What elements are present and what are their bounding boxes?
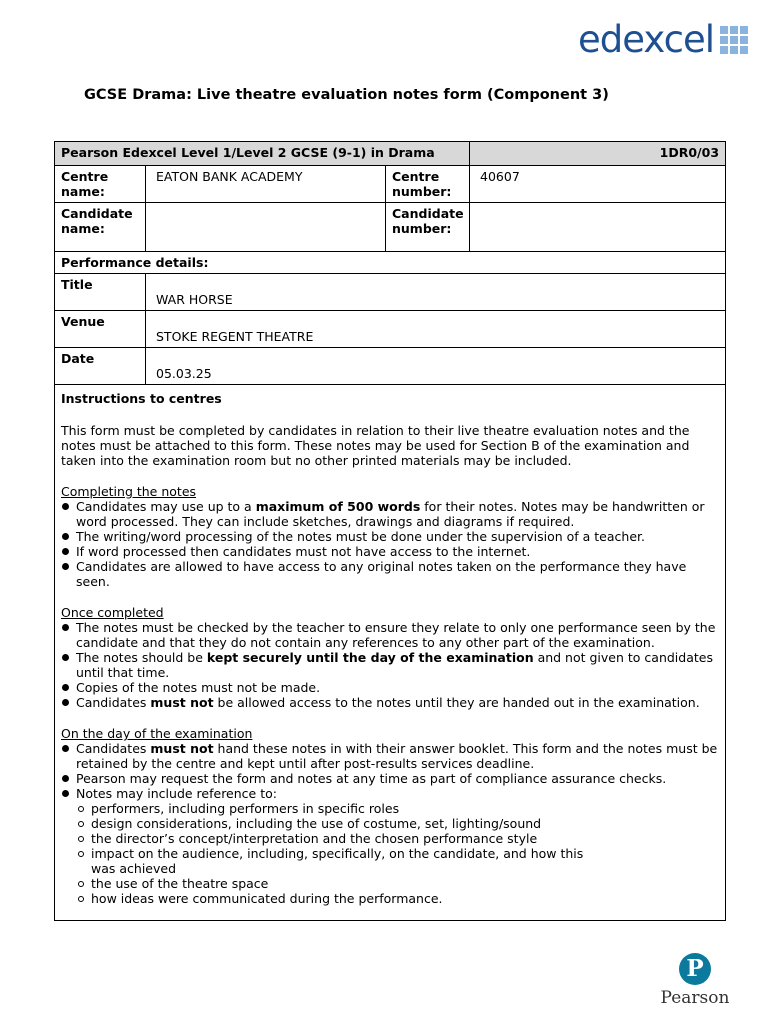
edexcel-logo: [578, 14, 748, 64]
sub-list-item: design considerations, including the use of costume, set, lighting/sound: [76, 816, 719, 831]
pearson-p-icon: P: [679, 953, 711, 985]
pearson-logo-text: Pearson: [660, 988, 730, 1008]
centre-number-field[interactable]: 40607: [470, 166, 726, 203]
title-row: [55, 274, 726, 311]
once-completed-list: [61, 620, 719, 710]
list-item: Candidates must not hand these notes in with their answer booklet. This form and the notes must be retained by the centre and kept until after post-results services deadline.: [61, 741, 719, 771]
list-item: Pearson may request the form and notes at any time as part of compliance assurance checks.: [61, 771, 719, 786]
qualification-title: Pearson Edexcel Level 1/Level 2 GCSE (9-1) in Drama: [55, 142, 470, 166]
pearson-logo: [650, 953, 740, 1008]
instructions-heading: Instructions to centres: [61, 391, 222, 406]
venue-field[interactable]: STOKE REGENT THEATRE: [146, 311, 726, 348]
list-item: Copies of the notes must not be made.: [61, 680, 719, 695]
qualification-code: 1DR0/03: [470, 142, 726, 166]
edexcel-logo-text: edexcel: [578, 17, 714, 61]
candidate-row: [55, 203, 726, 252]
sub-list-item: impact on the audience, including, specifically, on the candidate, and how this was achieved: [76, 846, 719, 876]
date-field[interactable]: 05.03.25: [146, 348, 726, 385]
performance-details-row: [55, 252, 726, 274]
centre-name-label: Centre name:: [55, 166, 146, 203]
title-field[interactable]: WAR HORSE: [146, 274, 726, 311]
instructions-section: [55, 385, 726, 921]
candidate-number-label: Candidate number:: [386, 203, 470, 252]
instructions-intro: This form must be completed by candidates in relation to their live theatre evaluation notes and the notes must be attached to this form. These notes may be used for Section B of the examination and taken into the examination room but no other printed materials may be included.: [61, 423, 690, 468]
centre-name-field[interactable]: EATON BANK ACADEMY: [146, 166, 386, 203]
page-title: GCSE Drama: Live theatre evaluation notes form (Component 3): [84, 87, 609, 103]
exam-day-list: [61, 741, 719, 906]
venue-row: [55, 311, 726, 348]
list-item: Candidates may use up to a maximum of 500 words for their notes. Notes may be handwritten or word processed. They can include sketches, drawings and diagrams if required.: [61, 499, 719, 529]
instructions-row: [55, 385, 726, 921]
form-header-row: [55, 142, 726, 166]
performance-details-label: Performance details:: [55, 252, 726, 274]
venue-label: Venue: [55, 311, 146, 348]
list-item: Candidates are allowed to have access to any original notes taken on the performance they have seen.: [61, 559, 719, 589]
evaluation-form: [54, 141, 726, 921]
centre-number-label: Centre number:: [386, 166, 470, 203]
candidate-name-field[interactable]: [146, 203, 386, 252]
centre-row: [55, 166, 726, 203]
sub-list-item: the director’s concept/interpretation and the chosen performance style: [76, 831, 719, 846]
edexcel-grid-icon: [720, 26, 748, 54]
title-label: Title: [55, 274, 146, 311]
exam-day-heading: On the day of the examination: [61, 726, 253, 741]
sub-list-item: performers, including performers in specific roles: [76, 801, 719, 816]
list-item: The notes must be checked by the teacher to ensure they relate to only one performance seen by the candidate and that they do not contain any references to any other part of the examination.: [61, 620, 719, 650]
date-label: Date: [55, 348, 146, 385]
completing-heading: Completing the notes: [61, 484, 197, 499]
once-completed-heading: Once completed: [61, 605, 164, 620]
date-row: [55, 348, 726, 385]
sub-list-item: how ideas were communicated during the performance.: [76, 891, 719, 906]
completing-list: [61, 499, 719, 589]
list-item: Notes may include reference to: performers, including performers in specific roles design considerations, including the use of costume, set, lighting/sound the director’s concept/interpretation and the chosen performance style impact on the audience, including, specifically, on the candidate, and how this was achieved the use of the theatre space how ideas were communicated during the performance.: [61, 786, 719, 906]
list-item: Candidates must not be allowed access to the notes until they are handed out in the examination.: [61, 695, 719, 710]
sub-list-item: the use of the theatre space: [76, 876, 719, 891]
candidate-number-field[interactable]: [470, 203, 726, 252]
candidate-name-label: Candidate name:: [55, 203, 146, 252]
list-item: The notes should be kept securely until the day of the examination and not given to candidates until that time.: [61, 650, 719, 680]
notes-reference-list: [76, 801, 719, 906]
list-item: If word processed then candidates must not have access to the internet.: [61, 544, 719, 559]
list-item: The writing/word processing of the notes must be done under the supervision of a teacher.: [61, 529, 719, 544]
